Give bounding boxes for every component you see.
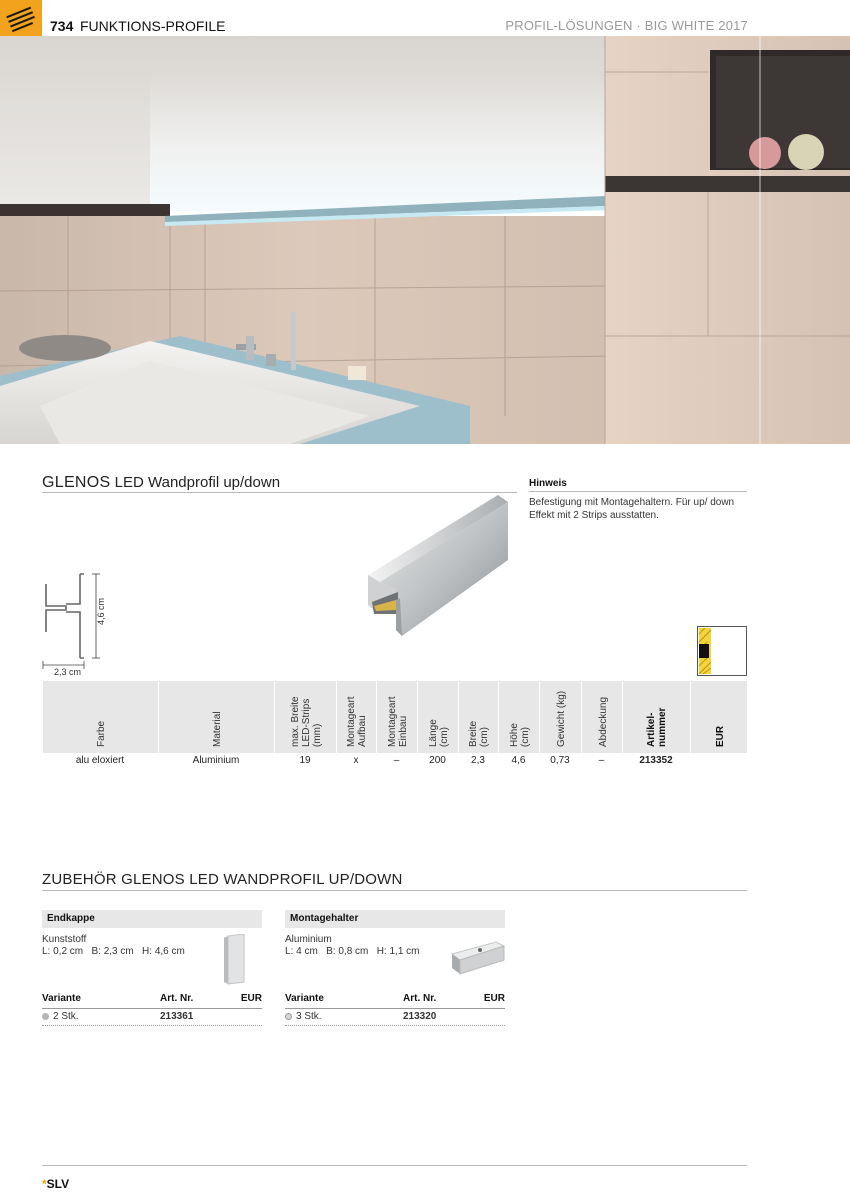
profile-cross-section-drawing	[40, 570, 120, 680]
endkappe-variants	[42, 993, 262, 1026]
accessory-montagehalter-name: Montagehalter	[285, 910, 505, 928]
col-artikelnummer	[622, 681, 691, 753]
endkappe-variants-header	[42, 993, 262, 1006]
cell-aufbau: x	[353, 755, 359, 766]
col-laenge	[417, 681, 459, 753]
grey-color-dot-icon	[42, 1013, 49, 1020]
cell-led-width: 19	[299, 755, 311, 766]
col-aufbau	[336, 681, 377, 753]
hint-title: Hinweis	[529, 478, 567, 489]
accessory-montagehalter-material: Aluminium	[285, 934, 332, 945]
col-led-width-label: max. Breite LED-Strips (mm)	[290, 696, 323, 747]
height-dimension-label: 4,6 cm	[96, 597, 106, 625]
col-eur-label: EUR	[714, 725, 726, 747]
product-subtitle: LED Wandprofil up/down	[114, 474, 281, 491]
endkappe-col-artnr: Art. Nr.	[160, 993, 194, 1004]
col-hoehe	[498, 681, 540, 753]
cell-breite: 2,3	[471, 755, 485, 766]
slv-logo-text: SLV	[46, 1177, 70, 1191]
endkappe-col-eur: EUR	[240, 993, 262, 1004]
slv-logo	[42, 1177, 69, 1191]
col-material	[158, 681, 275, 753]
accessory-endkappe-dims: L: 0,2 cm B: 2,3 cm H: 4,6 cm	[42, 946, 185, 957]
hint-divider	[529, 491, 747, 492]
product-title	[42, 474, 280, 492]
col-farbe-label: Farbe	[96, 720, 107, 747]
alu-color-dot-icon	[285, 1013, 292, 1020]
col-farbe	[42, 681, 159, 753]
montagehalter-col-variant: Variante	[285, 993, 324, 1004]
montagehalter-variants-header	[285, 993, 505, 1006]
cell-farbe: alu eloxiert	[75, 755, 125, 766]
endkappe-product-image	[224, 934, 246, 986]
cell-artikelnummer: 213352	[639, 755, 673, 766]
col-abdeckung	[581, 681, 623, 753]
cell-gewicht: 0,73	[550, 755, 570, 766]
endkappe-artnr: 213361	[160, 1011, 194, 1022]
montagehalter-col-artnr: Art. Nr.	[403, 993, 437, 1004]
page-corner-tab	[0, 0, 42, 36]
endkappe-variant: 2 Stk.	[53, 1011, 79, 1022]
page-number: 734	[50, 18, 74, 34]
accessories-divider	[42, 890, 747, 891]
montagehalter-product-image	[450, 940, 506, 976]
montagehalter-variant-row	[285, 1011, 505, 1025]
profile-stripes-icon	[0, 0, 42, 36]
bathroom-hero-photo	[0, 36, 850, 444]
col-einbau-label: Montageart Einbau	[386, 696, 409, 747]
col-breite	[458, 681, 499, 753]
endkappe-variant-row	[42, 1011, 262, 1025]
cell-material: Aluminium	[192, 755, 240, 766]
accessory-montagehalter-dims: L: 4 cm B: 0,8 cm H: 1,1 cm	[285, 946, 420, 957]
light-direction-icon	[697, 626, 747, 676]
cell-hoehe: 4,6	[511, 755, 526, 766]
accessory-endkappe-material: Kunststoff	[42, 934, 87, 945]
col-gewicht-label: Gewicht (kg)	[556, 690, 567, 747]
endkappe-col-variant: Variante	[42, 993, 81, 1004]
cell-abdeckung: –	[598, 755, 605, 766]
col-eur	[690, 681, 748, 753]
width-dimension-label: 2,3 cm	[54, 667, 82, 677]
montagehalter-col-eur: EUR	[483, 993, 505, 1004]
accessory-endkappe-name: Endkappe	[42, 910, 262, 928]
col-laenge-label: Länge (cm)	[427, 719, 450, 747]
accessories-title: ZUBEHÖR GLENOS LED WANDPROFIL UP/DOWN	[42, 871, 403, 888]
section-title: FUNKTIONS-PROFILE	[80, 18, 226, 34]
product-name: GLENOS	[42, 474, 111, 491]
cell-eur	[690, 755, 747, 769]
col-breite-label: Breite (cm)	[468, 720, 490, 747]
footer-divider	[42, 1165, 747, 1166]
montagehalter-artnr: 213320	[403, 1011, 437, 1022]
col-led-width	[274, 681, 337, 753]
chapter-title: PROFIL-LÖSUNGEN · BIG WHITE 2017	[505, 18, 748, 33]
col-hoehe-label: Höhe (cm)	[508, 723, 531, 747]
col-aufbau-label: Montageart Aufbau	[346, 696, 368, 747]
montagehalter-variants	[285, 993, 505, 1026]
col-einbau	[376, 681, 418, 753]
cell-einbau: –	[393, 755, 400, 766]
col-material-label: Material	[212, 711, 223, 747]
col-gewicht	[539, 681, 582, 753]
profile-product-render	[360, 490, 510, 640]
col-abdeckung-label: Abdeckung	[597, 696, 609, 747]
hint-text: Befestigung mit Montagehaltern. Für up/ down Effekt mit 2 Strips ausstatten.	[529, 497, 735, 521]
montagehalter-variant: 3 Stk.	[296, 1011, 322, 1022]
cell-laenge: 200	[429, 755, 446, 766]
spark-icon: *	[42, 1177, 47, 1191]
col-artikelnummer-label: Artikel- nummer	[646, 707, 668, 747]
